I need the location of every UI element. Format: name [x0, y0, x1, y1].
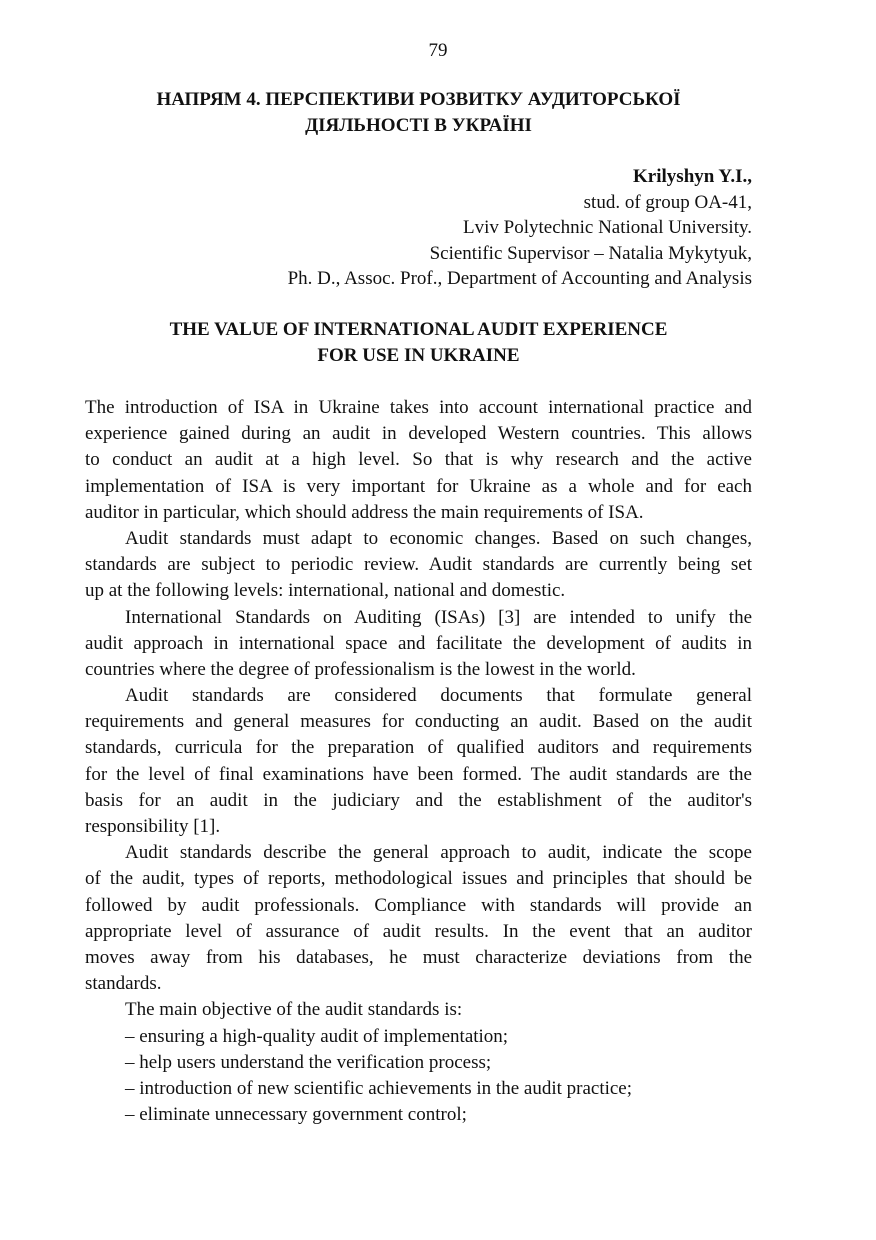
page-number: 79 — [428, 40, 448, 61]
text-line: Audit standards are considered documents that formulate general — [125, 685, 752, 707]
paragraph — [85, 605, 752, 684]
author-line: stud. of group OA-41, — [583, 191, 752, 213]
text-line: responsibility [1]. — [85, 816, 221, 837]
section-heading-line: ДІЯЛЬНОСТІ В УКРАЇНІ — [305, 114, 532, 136]
author-line: Ph. D., Assoc. Prof., Department of Accounting and Analysis — [287, 268, 752, 289]
text-line: – ensuring a high-quality audit of implementation; — [125, 1025, 509, 1047]
paragraph — [85, 1024, 752, 1050]
text-line: followed by audit professionals. Compliance with standards will provide an — [85, 894, 752, 916]
text-line: for the level of final examinations have been formed. The audit standards are the — [85, 763, 752, 785]
text-line: – introduction of new scientific achievements in the audit practice; — [125, 1077, 633, 1099]
paragraph — [85, 395, 752, 526]
text-line: implementation of ISA is very important for Ukraine as a whole and for each — [85, 475, 752, 497]
text-line: basis for an audit in the judiciary and the establishment of the auditor's — [85, 789, 752, 811]
article-title-line: FOR USE IN UKRAINE — [317, 344, 520, 366]
article-title-line: THE VALUE OF INTERNATIONAL AUDIT EXPERIENCE — [169, 319, 668, 340]
text-line: experience gained during an audit in developed Western countries. This allows — [85, 423, 752, 445]
text-line: The introduction of ISA in Ukraine takes into account international practice and — [85, 397, 752, 418]
paragraph — [85, 683, 752, 840]
paragraph — [85, 997, 752, 1023]
text-line: countries where the degree of professionalism is the lowest in the world. — [85, 658, 636, 680]
text-line: of the audit, types of reports, methodological issues and principles that should be — [85, 868, 752, 890]
article-body — [85, 395, 752, 1128]
author-block — [85, 164, 752, 292]
text-line: auditor in particular, which should address the main requirements of ISA. — [85, 501, 644, 523]
text-line: appropriate level of assurance of audit results. In the event that an auditor — [85, 920, 752, 942]
text-line: moves away from his databases, he must characterize deviations from the — [85, 946, 752, 968]
section-heading-line: НАПРЯМ 4. ПЕРСПЕКТИВИ РОЗВИТКУ АУДИТОРСЬКОЇ — [156, 89, 681, 110]
paragraph — [85, 1050, 752, 1076]
text-line: up at the following levels: international, national and domestic. — [85, 580, 566, 602]
text-line: – eliminate unnecessary government control; — [125, 1104, 467, 1126]
text-line: standards. — [85, 973, 162, 995]
author-line: Scientific Supervisor – Natalia Mykytyuk, — [429, 242, 752, 264]
article-title — [85, 317, 752, 368]
author-line: Lviv Polytechnic National University. — [463, 217, 752, 238]
text-line: audit approach in international space and facilitate the development of audits in — [85, 632, 752, 654]
text-line: The main objective of the audit standards is: — [125, 999, 463, 1021]
paragraph — [85, 840, 752, 997]
text-line: standards, curricula for the preparation of qualified auditors and requirements — [85, 737, 752, 759]
text-line: Audit standards must adapt to economic changes. Based on such changes, — [125, 527, 752, 549]
author-name: Krilyshyn Y.I., — [633, 166, 752, 187]
text-line: standards are subject to periodic review. Audit standards are currently being set — [85, 554, 752, 576]
paragraph — [85, 1076, 752, 1102]
paragraph — [85, 1102, 752, 1128]
text-line: requirements and general measures for conducting an audit. Based on the audit — [85, 711, 752, 733]
text-line: Audit standards describe the general approach to audit, indicate the scope — [125, 842, 752, 864]
text-line: – help users understand the verification process; — [125, 1051, 492, 1073]
paragraph — [85, 526, 752, 605]
text-line: to conduct an audit at a high level. So that is why research and the active — [85, 449, 752, 471]
text-line: International Standards on Auditing (ISAs) [3] are intended to unify the — [125, 606, 752, 628]
section-heading — [85, 87, 752, 138]
